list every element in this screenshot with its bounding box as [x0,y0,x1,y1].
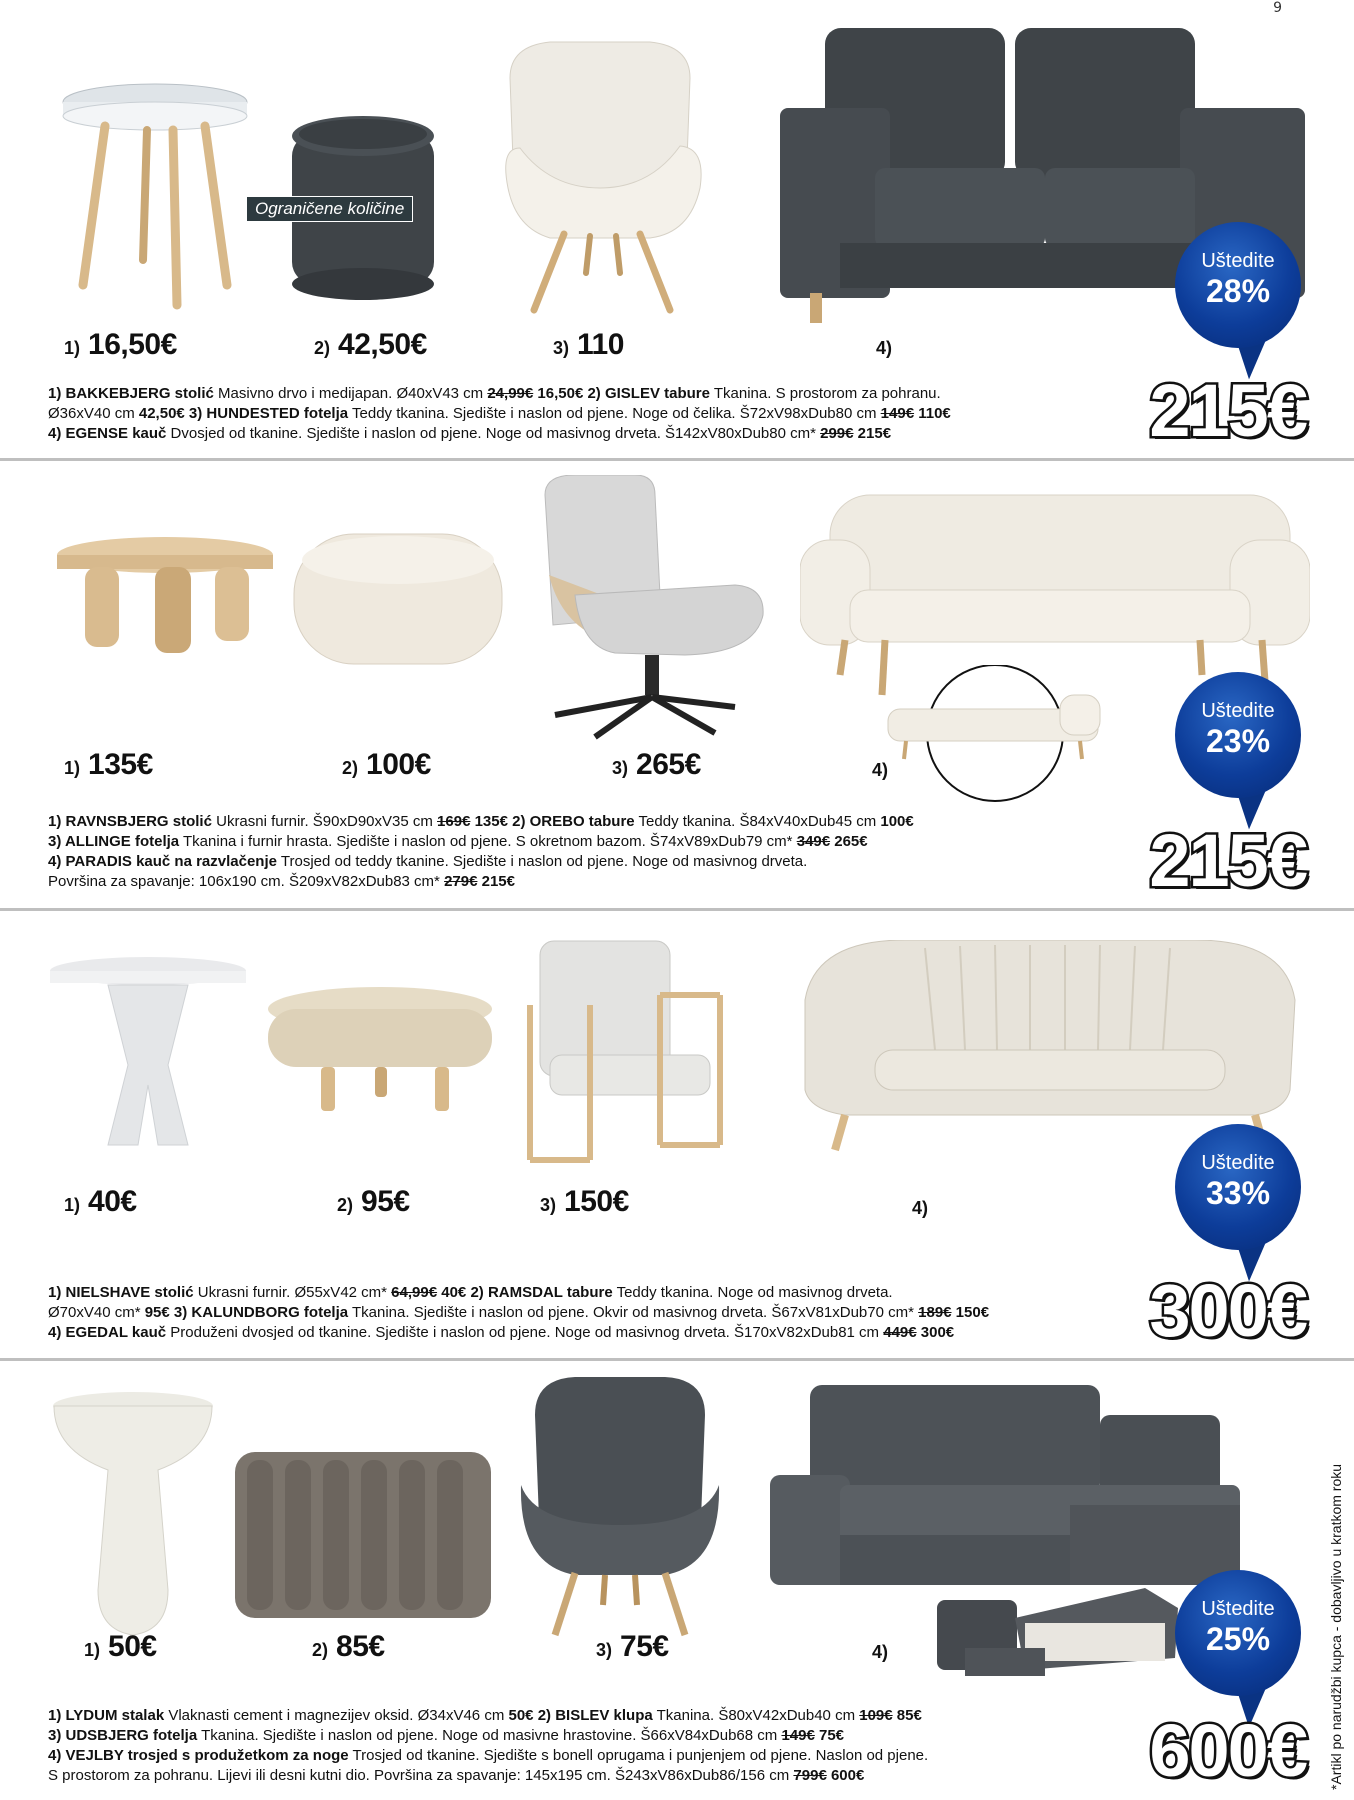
description-line [48,1726,1088,1746]
s2-savings-badge: Uštedite 23% [1175,672,1305,822]
old-price: 449€ [883,1324,917,1341]
description-line [48,832,1088,852]
bold-text: 600€ [826,1767,865,1784]
bislev-bench-image [233,1450,493,1620]
bold-text: 215€ [853,425,892,442]
text-run: Trosjed od teddy tkanine. Sjedište i naslon od pjene. Noge od masivnog drveta. [276,853,808,870]
old-price: 799€ [793,1767,827,1784]
bold-text: 40€ [437,1284,471,1301]
s1-big-price: 215€ [1149,369,1306,452]
bold-text: 1) RAVNSBJERG stolić [48,813,212,830]
text-run: Teddy tkanina. Noge od masivnog drveta. [612,1284,893,1301]
s4-description [48,1706,1088,1786]
s3-item3-price: 3) 150€ [540,1185,629,1218]
text-run: Ø70xV40 cm* [48,1304,145,1321]
bold-text: 1) LYDUM stalak [48,1707,165,1724]
old-price: 189€ [918,1304,952,1321]
bold-text: 16,50€ [533,385,588,402]
s3-item2-price: 2) 95€ [337,1185,410,1218]
bold-text: 2) OREBO tabure [512,813,635,830]
description-line [48,1746,1088,1766]
description-line [48,1706,1088,1726]
text-run: S prostorom za pohranu. Lijevi ili desni kutni dio. Površina za spavanje: 145x195 cm. Š243xV86xDub86/156 cm [48,1767,794,1784]
paradis-sofa-bed-unfolded-image [880,665,1110,805]
s1-description [48,384,1088,444]
old-price: 149€ [880,405,915,422]
old-price: 24,99€ [487,385,534,402]
bold-text: 135€ [470,813,513,830]
s3-item1-price: 1) 40€ [64,1185,137,1218]
allinge-swivel-chair-image [535,475,775,740]
text-run: Teddy tkanina. Sjedište i naslon od pjene. Noge od čelika. Š72xV98xDub80 cm [348,405,881,422]
bold-text: 4) EGEDAL kauč [48,1324,167,1341]
s4-item4-label: 4) [872,1642,889,1662]
s1-item3-price: 3) 110 [553,328,624,361]
s1-item2-price: 2) 42,50€ [314,328,427,361]
bakkebjerg-side-table-image [55,80,255,310]
bold-text: 4) VEJLBY trosjed s produžetkom za noge [48,1747,349,1764]
udsbjerg-armchair-image [515,1375,725,1640]
orebo-pouf-image [292,530,504,670]
s2-item4-label: 4) [872,760,889,780]
s4-savings-badge: Uštedite 25% [1175,1570,1305,1720]
text-run: Vlaknasti cement i magnezijev oksid. Ø34xV46 cm [164,1707,509,1724]
text-run: Tkanina i furnir hrasta. Sjedište i naslon od pjene. S okretnom bazom. Š74xV89xDub79 cm* [179,833,797,850]
text-run: Ø36xV40 cm [48,405,139,422]
text-run: Dvosjed od tkanine. Sjedište i naslon od pjene. Noge od masivnog drveta. Š142xV80xDub80 cm* [166,425,821,442]
s4-big-price: 600€ [1149,1709,1306,1792]
page-number: 9 [1273,0,1282,16]
kalundborg-armchair-image [520,935,730,1165]
ravnsbjerg-coffee-table-image [55,535,275,655]
description-line [48,424,1088,444]
nielshave-side-table-image [48,955,248,1155]
s4-item1-price: 1) 50€ [84,1630,157,1663]
description-line [48,1323,1088,1343]
s1-item1-price: 1) 16,50€ [64,328,177,361]
old-price: 64,99€ [391,1284,438,1301]
hundested-armchair-image [490,38,720,318]
vejlby-sofa-bed-open-image [935,1578,1180,1688]
description-line [48,852,1088,872]
divider-2 [0,908,1354,911]
s2-big-price: 215€ [1149,819,1306,902]
bold-text: 3) HUNDESTED fotelja [188,405,349,422]
text-run: Tkanina. S prostorom za pohranu. [709,385,941,402]
text-run: Ukrasni furnir. Š90xD90xV35 cm [211,813,438,830]
bold-text: 3) KALUNDBORG fotelja [173,1304,349,1321]
ramsdal-pouf-image [265,985,495,1145]
description-line [48,1283,1088,1303]
bold-text: 3) UDSBJERG fotelja [48,1727,198,1744]
bold-text: 75€ [814,1727,845,1744]
text-run: Masivno drvo i medijapan. Ø40xV43 cm [213,385,488,402]
bold-text: 215€ [477,873,515,890]
bold-text: 2) RAMSDAL tabure [470,1284,613,1301]
description-line [48,812,1088,832]
s4-item3-price: 3) 75€ [596,1630,669,1663]
bold-text: 100€ [880,813,914,830]
old-price: 299€ [820,425,854,442]
bold-text: 110€ [914,405,951,422]
bold-text: 1) BAKKEBJERG stolić [48,385,214,402]
s4-item2-price: 2) 85€ [312,1630,385,1663]
bold-text: 4) PARADIS kauč na razvlačenje [48,853,277,870]
s3-item4-label: 4) [912,1198,929,1218]
bold-text: 3) ALLINGE fotelja [48,833,180,850]
limited-quantity-badge: Ograničene količine [246,196,413,222]
text-run: Produženi dvosjed od tkanine. Sjedište i naslon od pjene. Noge od masivnog drveta. Š170xV82xDub81 cm [166,1324,884,1341]
description-line [48,872,1088,892]
text-run: Površina za spavanje: 106x190 cm. Š209xV82xDub83 cm* [48,873,445,890]
s2-item1-price: 1) 135€ [64,748,153,781]
text-run: Tkanina. Š80xV42xDub40 cm [652,1707,860,1724]
s3-description [48,1283,1088,1343]
bold-text: 85€ [892,1707,922,1724]
bold-text: 50€ [508,1707,538,1724]
s2-description [48,812,1088,892]
s3-savings-badge: Uštedite 33% [1175,1124,1305,1274]
bold-text: 300€ [916,1324,955,1341]
text-run: Ukrasni furnir. Ø55xV42 cm* [193,1284,392,1301]
text-run: Tkanina. Sjedište i naslon od pjene. Okvir od masivnog drveta. Š67xV81xDub70 cm* [348,1304,919,1321]
bold-text: 2) GISLEV tabure [587,385,710,402]
old-price: 169€ [437,813,471,830]
old-price: 109€ [859,1707,893,1724]
description-line [48,1766,1088,1786]
bold-text: 1) NIELSHAVE stolić [48,1284,194,1301]
old-price: 279€ [444,873,478,890]
lydum-plant-stand-image [48,1390,218,1640]
bold-text: 150€ [951,1304,990,1321]
bold-text: 265€ [830,833,868,850]
text-run: Teddy tkanina. Š84xV40xDub45 cm [634,813,881,830]
description-line [48,384,1088,404]
bold-text: 2) BISLEV klupa [537,1707,653,1724]
text-run: Tkanina. Sjedište i naslon od pjene. Noge od masivne hrastovine. Š66xV84xDub68 cm [197,1727,782,1744]
text-run: Trosjed od tkanine. Sjedište s bonell oprugama i punjenjem od pjene. Naslon od pjene. [348,1747,929,1764]
description-line [48,404,1088,424]
old-price: 149€ [781,1727,815,1744]
s1-item4-label: 4) [876,338,893,358]
s3-big-price: 300€ [1149,1269,1306,1352]
old-price: 349€ [796,833,831,850]
side-note: *Artikl po narudžbi kupca - dobavljivo u kratkom roku [1328,1463,1344,1790]
bold-text: 95€ [144,1304,174,1321]
divider-1 [0,458,1354,461]
description-line [48,1303,1088,1323]
divider-3 [0,1358,1354,1361]
s2-item2-price: 2) 100€ [342,748,431,781]
s1-savings-badge: Uštedite 28% [1175,222,1305,372]
s2-item3-price: 3) 265€ [612,748,701,781]
bold-text: 4) EGENSE kauč [48,425,167,442]
bold-text: 42,50€ [138,405,189,422]
